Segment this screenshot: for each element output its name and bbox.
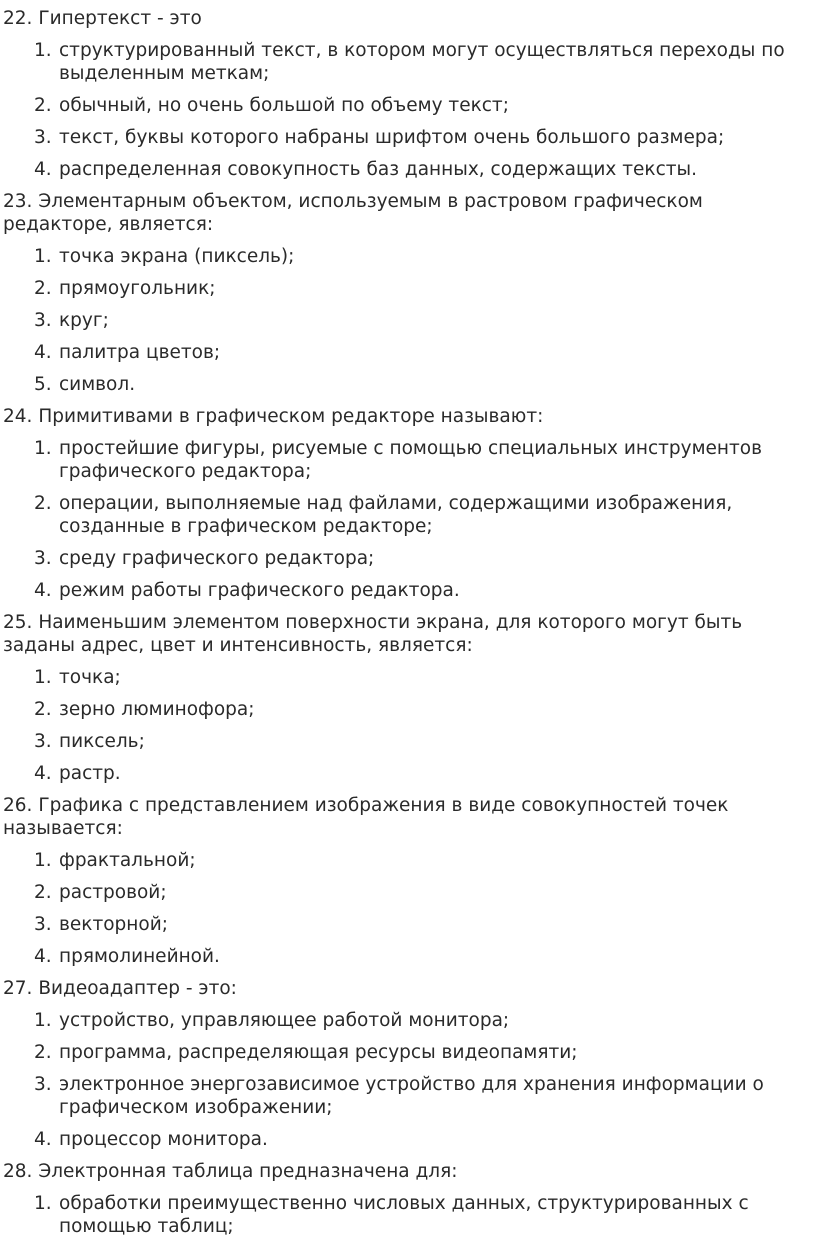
answer-option: [3, 1192, 816, 1238]
answer-list: [3, 39, 816, 181]
question-label: Элементарным объектом, используемым в растровом графическом редакторе, является:: [3, 191, 703, 235]
question-label: Наименьшим элементом поверхности экрана, для которого могут быть заданы адрес, цвет и интенсивность, является:: [3, 612, 743, 656]
answer-number: 2.: [34, 493, 52, 514]
answer-option: [3, 913, 816, 936]
answer-option: [3, 1009, 816, 1032]
answer-option: [3, 158, 816, 181]
answer-option: [3, 492, 816, 538]
answer-text: прямолинейной.: [59, 946, 220, 967]
answer-option: [3, 730, 816, 753]
answer-text: простейшие фигуры, рисуемые с помощью специальных инструментов графического редактора;: [59, 438, 763, 482]
question-block: [3, 794, 816, 968]
answer-number: 3.: [34, 548, 52, 569]
answer-number: 4.: [34, 580, 52, 601]
question-block: [3, 977, 816, 1151]
question-text: [3, 7, 816, 30]
answer-option: [3, 547, 816, 570]
answer-text: зерно люминофора;: [59, 699, 255, 720]
question-block: [3, 1160, 816, 1238]
answer-number: 2.: [34, 882, 52, 903]
answer-text: точка;: [59, 667, 121, 688]
answer-number: 4.: [34, 1129, 52, 1150]
question-block: [3, 7, 816, 181]
question-text: [3, 1160, 816, 1183]
question-text: [3, 190, 816, 236]
question-text: [3, 977, 816, 1000]
question-number: 24.: [3, 406, 33, 427]
question-block: [3, 611, 816, 785]
answer-text: точка экрана (пиксель);: [59, 246, 295, 267]
answer-option: [3, 1041, 816, 1064]
answer-list: [3, 849, 816, 968]
answer-text: электронное энергозависимое устройство для хранения информации о графическом изображении;: [59, 1074, 764, 1118]
answer-option: [3, 245, 816, 268]
question-number: 28.: [3, 1161, 33, 1182]
answer-option: [3, 698, 816, 721]
answer-number: 1.: [34, 438, 52, 459]
answer-text: текст, буквы которого набраны шрифтом очень большого размера;: [59, 127, 725, 148]
question-label: Графика с представлением изображения в виде совокупностей точек называется:: [3, 795, 729, 839]
question-label: Гипертекст - это: [38, 8, 202, 29]
question-text: [3, 611, 816, 657]
question-number: 27.: [3, 978, 33, 999]
answer-text: векторной;: [59, 914, 168, 935]
answer-number: 2.: [34, 699, 52, 720]
answer-list: [3, 666, 816, 785]
answer-option: [3, 762, 816, 785]
answer-number: 1.: [34, 667, 52, 688]
question-list: [3, 7, 816, 1238]
question-number: 23.: [3, 191, 33, 212]
answer-number: 1.: [34, 1010, 52, 1031]
question-number: 22.: [3, 8, 33, 29]
answer-text: распределенная совокупность баз данных, содержащих тексты.: [59, 159, 698, 180]
answer-list: [3, 437, 816, 602]
answer-text: устройство, управляющее работой монитора;: [59, 1010, 510, 1031]
question-text: [3, 405, 816, 428]
answer-number: 2.: [34, 1042, 52, 1063]
question-number: 26.: [3, 795, 33, 816]
answer-number: 1.: [34, 40, 52, 61]
answer-text: круг;: [59, 310, 109, 331]
answer-list: [3, 1192, 816, 1238]
answer-option: [3, 666, 816, 689]
question-label: Примитивами в графическом редакторе называют:: [38, 406, 544, 427]
answer-number: 4.: [34, 946, 52, 967]
answer-text: растр.: [59, 763, 121, 784]
answer-text: фрактальной;: [59, 850, 196, 871]
answer-number: 3.: [34, 1074, 52, 1095]
answer-text: среду графического редактора;: [59, 548, 375, 569]
answer-number: 4.: [34, 159, 52, 180]
answer-number: 5.: [34, 374, 52, 395]
answer-number: 4.: [34, 763, 52, 784]
answer-list: [3, 245, 816, 396]
question-label: Видеоадаптер - это:: [38, 978, 237, 999]
answer-number: 1.: [34, 1193, 52, 1214]
answer-text: обработки преимущественно числовых данных, структурированных с помощью таблиц;: [59, 1193, 749, 1237]
answer-number: 2.: [34, 95, 52, 116]
answer-text: программа, распределяющая ресурсы видеопамяти;: [59, 1042, 578, 1063]
answer-option: [3, 39, 816, 85]
answer-text: пиксель;: [59, 731, 145, 752]
answer-text: прямоугольник;: [59, 278, 216, 299]
answer-option: [3, 373, 816, 396]
answer-option: [3, 309, 816, 332]
answer-text: процессор монитора.: [59, 1129, 268, 1150]
answer-option: [3, 881, 816, 904]
answer-number: 3.: [34, 731, 52, 752]
answer-list: [3, 1009, 816, 1151]
question-block: [3, 190, 816, 396]
answer-number: 2.: [34, 278, 52, 299]
answer-text: режим работы графического редактора.: [59, 580, 460, 601]
answer-text: структурированный текст, в котором могут осуществляться переходы по выделенным меткам;: [59, 40, 785, 84]
answer-number: 3.: [34, 127, 52, 148]
answer-option: [3, 277, 816, 300]
question-number: 25.: [3, 612, 33, 633]
question-label: Электронная таблица предназначена для:: [38, 1161, 458, 1182]
answer-number: 1.: [34, 850, 52, 871]
answer-option: [3, 341, 816, 364]
answer-option: [3, 126, 816, 149]
answer-text: растровой;: [59, 882, 167, 903]
answer-option: [3, 1073, 816, 1119]
answer-number: 4.: [34, 342, 52, 363]
answer-option: [3, 437, 816, 483]
answer-option: [3, 945, 816, 968]
answer-text: операции, выполняемые над файлами, содержащими изображения, созданные в графическом редакторе;: [59, 493, 733, 537]
answer-number: 3.: [34, 310, 52, 331]
answer-text: обычный, но очень большой по объему текст;: [59, 95, 509, 116]
answer-number: 3.: [34, 914, 52, 935]
question-block: [3, 405, 816, 602]
answer-text: символ.: [59, 374, 136, 395]
answer-option: [3, 849, 816, 872]
answer-text: палитра цветов;: [59, 342, 221, 363]
answer-option: [3, 94, 816, 117]
answer-option: [3, 1128, 816, 1151]
answer-option: [3, 579, 816, 602]
answer-number: 1.: [34, 246, 52, 267]
question-text: [3, 794, 816, 840]
